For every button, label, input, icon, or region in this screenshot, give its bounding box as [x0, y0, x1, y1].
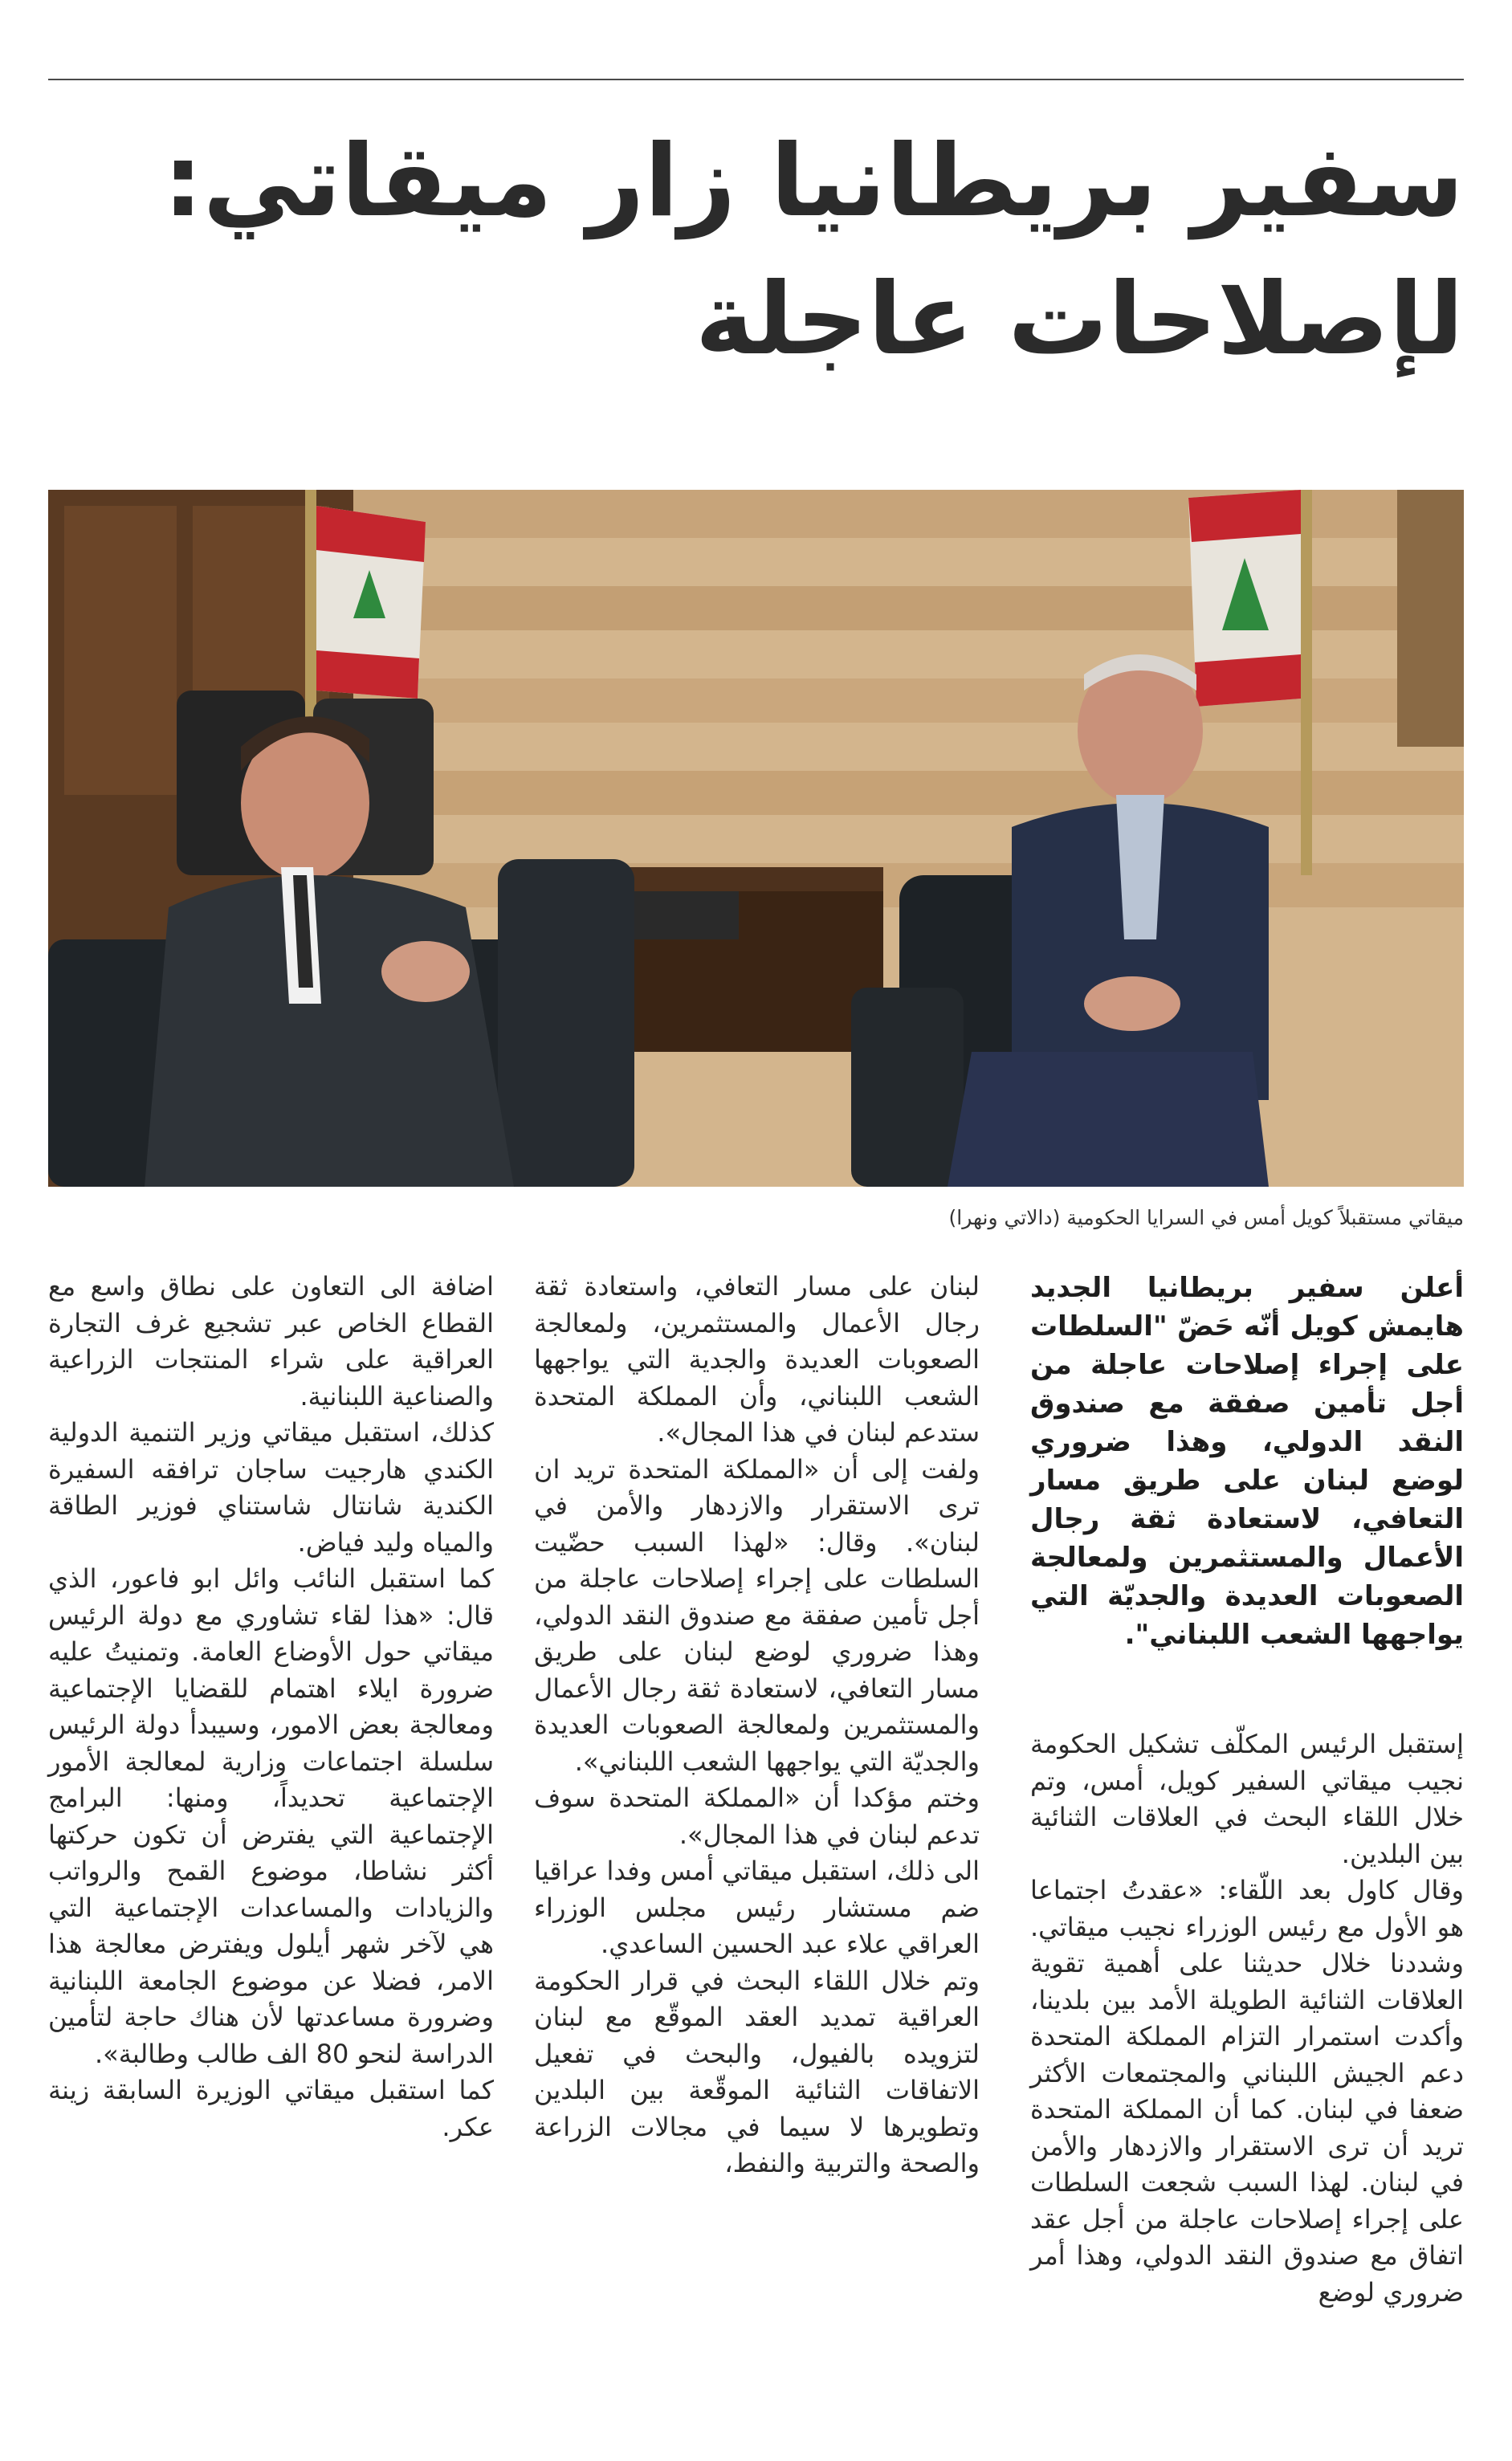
- article-column-3: [48, 1269, 494, 2145]
- paragraph: كما استقبل ميقاتي الوزيرة السابقة زينة عكر.: [48, 2075, 494, 2142]
- paragraph: وقال كاول بعد اللّقاء: «عقدتُ اجتماعا هو الأول مع رئيس الوزراء نجيب ميقاتي. وشددنا خلال حديثنا على أهمية تقوية العلاقات الثنائية الطويلة الأمد بين بلدينا، وأكدت استمرار التزام المملكة المتحدة دعم الجيش اللبناني والمجتمعات الأكثر ضعفا في لبنان. كما أن المملكة المتحدة تريد أن ترى الاستقرار والازدهار والأمن في لبنان. لهذا السبب شجعت السلطات على إجراء إصلاحات عاجلة من أجل عقد اتفاق مع صندوق النقد الدولي، وهذا أمر ضروري لوضع: [1030, 1875, 1464, 2308]
- news-photo: [48, 490, 1464, 1187]
- top-rule: [48, 79, 1464, 80]
- article-lead: أعلن سفير بريطانيا الجديد هايمش كويل أنّه حَضّ "السلطات على إجراء إصلاحات عاجلة من أجل تأمين صفقة مع صندوق النقد الدولي، وهذا ضروري لوضع لبنان على طريق مسار التعافي، لاستعادة ثقة رجال الأعمال والمستثمرين ولمعالجة الصعوبات العديدة والجديّة التي يواجهها الشعب اللبناني".: [1030, 1272, 1464, 1651]
- paragraph: وتم خلال اللقاء البحث في قرار الحكومة العراقية تمديد العقد الموقّع مع لبنان لتزويده بالفيول، والبحث في تفعيل الاتفاقات الثنائية الموقّعة بين البلدين وتطويرها لا سيما في مجالات الزراعة والصحة والتربية والنفط،: [534, 1965, 980, 2178]
- column-1-body: [1030, 1726, 1464, 2311]
- paragraph: اضافة الى التعاون على نطاق واسع مع القطاع الخاص عبر تشجيع غرف التجارة العراقية على شراء المنتجات الزراعية والصناعية اللبنانية.: [48, 1271, 494, 1412]
- headline-line-1: سفير بريطانيا زار ميقاتي:: [163, 124, 1464, 239]
- paragraph: إستقبل الرئيس المكلّف تشكيل الحكومة نجيب ميقاتي السفير كويل، أمس، وتم خلال اللقاء البحث في العلاقات الثنائية بين البلدين.: [1030, 1729, 1464, 1869]
- paragraph: الى ذلك، استقبل ميقاتي أمس وفدا عراقيا ضم مستشار رئيس مجلس الوزراء العراقي علاء عبد الحسين الساعدي.: [534, 1856, 980, 1959]
- article-column-1: [1030, 1269, 1464, 2311]
- paragraph: كما استقبل النائب وائل ابو فاعور، الذي قال: «هذا لقاء تشاوري مع دولة الرئيس ميقاتي حول الأوضاع العامة. وتمنيتُ عليه ضرورة ايلاء اهتمام للقضايا الإجتماعية ومعالجة بعض الامور، وسيبدأ دولة الرئيس سلسلة اجتماعات وزارية لمعالجة الأمور الإجتماعية تحديداً، ومنها: البرامج الإجتماعية التي يفترض أن تكون حركتها أكثر نشاطا، موضوع القمح والرواتب والزيادات والمساعدات الإجتماعية التي هي لآخر شهر أيلول ويفترض معالجة هذا الامر، فضلا عن موضوع الجامعة اللبنانية وضرورة مساعدتها لأن هناك حاجة لتأمين الدراسة لنحو 80 الف طالب وطالبة».: [48, 1563, 494, 2069]
- headline: [48, 112, 1464, 389]
- photo-caption: ميقاتي مستقبلاً كويل أمس في السرايا الحكومية (دالاتي ونهرا): [948, 1206, 1464, 1229]
- article-column-2: [534, 1269, 980, 2182]
- paragraph: وختم مؤكدا أن «المملكة المتحدة سوف تدعم لبنان في هذا المجال».: [534, 1783, 980, 1850]
- paragraph: ولفت إلى أن «المملكة المتحدة تريد ان ترى الاستقرار والازدهار والأمن في لبنان». وقال: «لهذا السبب حضّيت السلطات على إجراء إصلاحات عاجلة من أجل تأمين صفقة مع صندوق النقد الدولي، وهذا ضروري لوضع لبنان على طريق مسار التعافي، لاستعادة ثقة رجال الأعمال والمستثمرين ولمعالجة الصعوبات العديدة والجديّة التي يواجهها الشعب اللبناني».: [534, 1453, 980, 1777]
- headline-line-2: لإصلاحات عاجلة: [695, 262, 1464, 377]
- paragraph: لبنان على مسار التعافي، واستعادة ثقة رجال الأعمال والمستثمرين، ولمعالجة الصعوبات العديدة والجدية التي يواجهها الشعب اللبناني، وأن المملكة المتحدة ستدعم لبنان في هذا المجال».: [534, 1271, 980, 1448]
- paragraph: كذلك، استقبل ميقاتي وزير التنمية الدولية الكندي هارجيت ساجان ترافقه السفيرة الكندية شانتال شاستناي فوزير الطاقة والمياه وليد فياض.: [48, 1417, 494, 1558]
